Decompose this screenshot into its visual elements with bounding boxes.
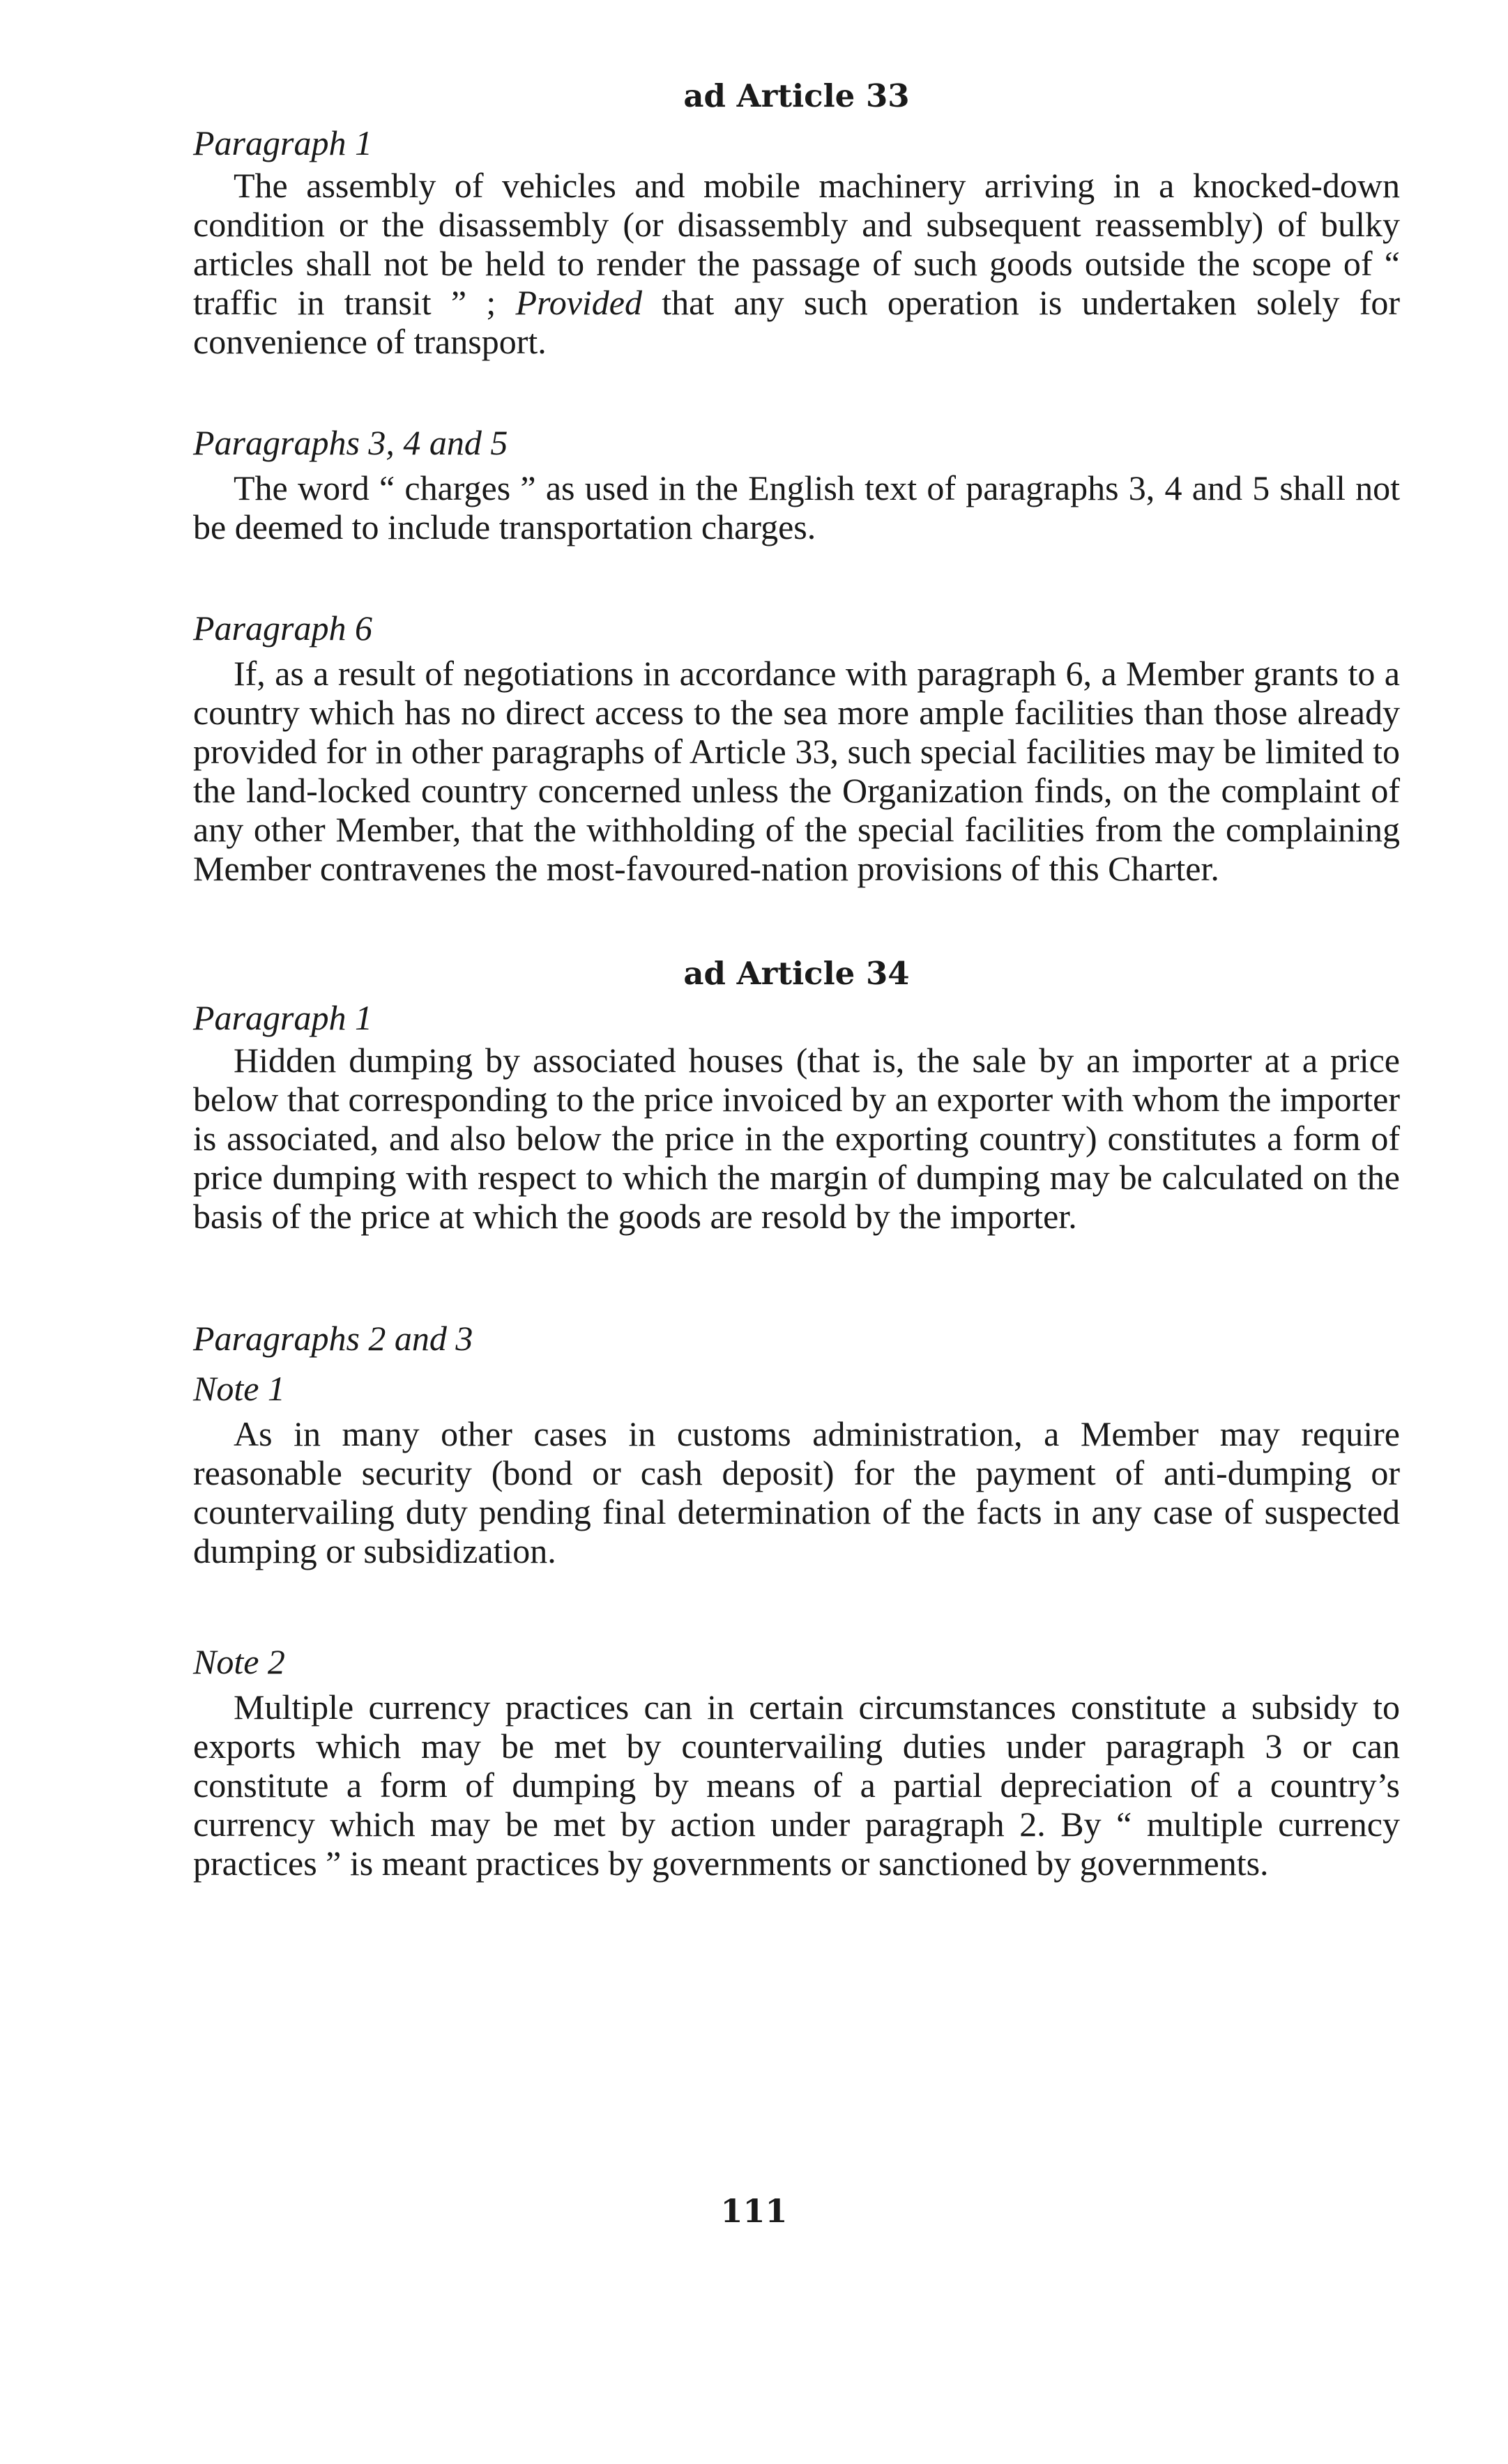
paragraph-transit-assembly (193, 166, 1400, 361)
paragraph-special-facilities: If, as a result of negotiations in accordance with paragraph 6, a Member grants to a country which has no direct access to the sea more ample facilities than those already provided for in other paragraphs of Article 33, such special facilities may be limited to the land-locked country concerned unless the Organization finds, on the complaint of any other Member, that the withholding of the special facilities from the complaining Member contravenes the most-favoured-nation provisions of this Charter. (193, 654, 1400, 888)
paragraph-charges: The word “ charges ” as used in the English text of paragraphs 3, 4 and 5 shall not be deemed to include transportation charges. (193, 468, 1400, 546)
paragraph-security: As in many other cases in customs administration, a Member may require reasonable security (bond or cash deposit) for the payment of anti-dumping or countervailing duty pending final determination of the facts in any case of suspected dumping or subsidization. (193, 1414, 1400, 1570)
section-heading-article-33: ad Article 33 (683, 77, 910, 114)
document-page (193, 77, 1400, 1883)
paragraph-text: that any such operation is undertaken solely for convenience of transport. (193, 283, 1401, 361)
subheading-note-1: Note 1 (193, 1369, 285, 1408)
subheading-paragraph-1: Paragraph 1 (193, 998, 372, 1037)
subheading-note-2: Note 2 (193, 1642, 285, 1681)
section-heading-article-34: ad Article 34 (683, 955, 910, 992)
paragraph-multiple-currency: Multiple currency practices can in certain circumstances constitute a subsidy to exports which may be met by countervailing duties under paragraph 3 or can constitute a form of dumping by means of a partial depreciation of a country’s currency which may be met by action under paragraph 2. By “ multiple currency practices ” is meant practices by governments or sanctioned by governments. (193, 1688, 1400, 1883)
subheading-paragraph-6: Paragraph 6 (193, 609, 372, 648)
subheading-paragraphs-3-4-5: Paragraphs 3, 4 and 5 (193, 423, 508, 462)
paragraph-hidden-dumping: Hidden dumping by associated houses (that is, the sale by an importer at a price below that corresponding to the price invoiced by an exporter with whom the importer is associated, and also below the price in the exporting country) constitutes a form of price dumping with respect to which the margin of dumping may be calculated on the basis of the price at which the goods are resold by the importer. (193, 1041, 1400, 1236)
page-number: 111 (720, 2192, 788, 2230)
subheading-paragraph-1: Paragraph 1 (193, 123, 372, 162)
paragraph-emphasis: Provided (515, 283, 642, 322)
paragraph-text: The assembly of vehicles and mobile machinery arriving in a knocked-down condition or the disassembly (or disassembly and subsequent reassembly) of bulky articles shall not be held to render the passage of such goods outside the scope of “ traffic in transit ” ; (193, 166, 1400, 322)
subheading-paragraphs-2-and-3: Paragraphs 2 and 3 (193, 1319, 473, 1358)
